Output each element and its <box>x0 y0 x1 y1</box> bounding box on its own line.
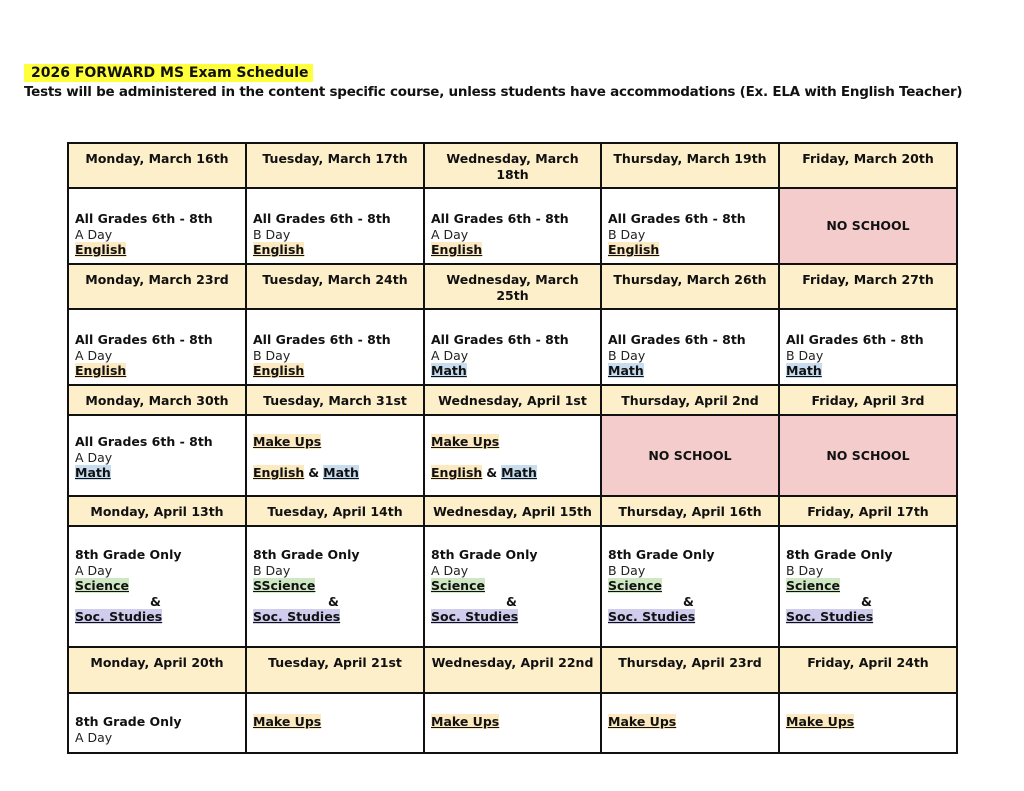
day-label: B Day <box>608 226 646 242</box>
exam-cell <box>601 309 779 385</box>
date-header: Wednesday, April 1st <box>424 385 601 415</box>
week-2-dates-row <box>68 264 957 309</box>
ampersand: & <box>861 593 872 609</box>
exam-cell <box>68 415 246 496</box>
grade-label: All Grades 6th - 8th <box>75 434 213 449</box>
day-label: A Day <box>431 347 469 363</box>
subject-social-studies: Soc. Studies <box>253 609 341 624</box>
subject-math: Math <box>323 464 359 480</box>
grade-label: 8th Grade Only <box>786 547 893 562</box>
grade-label: 8th Grade Only <box>75 547 182 562</box>
exam-cell <box>601 526 779 647</box>
exam-cell <box>424 309 601 385</box>
date-header: Tuesday, March 17th <box>246 143 424 188</box>
date-header: Wednesday, March 25th <box>424 264 601 309</box>
make-ups-label: Make Ups <box>253 714 322 729</box>
grade-label: 8th Grade Only <box>431 547 538 562</box>
grade-label: All Grades 6th - 8th <box>253 332 391 347</box>
makeup-cell <box>424 415 601 496</box>
subject-english: English <box>75 363 127 378</box>
grade-label: All Grades 6th - 8th <box>431 332 569 347</box>
subject-english: English <box>75 242 127 257</box>
exam-cell <box>246 526 424 647</box>
make-ups-label: Make Ups <box>431 714 500 729</box>
subject-social-studies: Soc. Studies <box>608 609 696 624</box>
makeup-cell <box>246 693 424 753</box>
exam-cell <box>424 526 601 647</box>
subject-math: Math <box>608 363 644 378</box>
week-1-exams-row <box>68 188 957 264</box>
day-label: A Day <box>75 347 113 363</box>
week-1-dates-row <box>68 143 957 188</box>
subject-math: Math <box>75 465 111 480</box>
day-label: A Day <box>431 562 469 578</box>
subject-english: English <box>431 242 483 257</box>
grade-label: All Grades 6th - 8th <box>608 211 746 226</box>
subject-english: English <box>253 464 305 480</box>
date-header: Monday, April 13th <box>68 496 246 526</box>
grade-label: 8th Grade Only <box>253 547 360 562</box>
date-header: Tuesday, March 24th <box>246 264 424 309</box>
subject-science: Science <box>608 578 662 593</box>
day-label: B Day <box>253 226 291 242</box>
make-ups-label: Make Ups <box>431 434 500 449</box>
grade-label: All Grades 6th - 8th <box>431 211 569 226</box>
week-3-exams-row <box>68 415 957 496</box>
subject-math: Math <box>501 464 537 480</box>
date-header: Thursday, April 2nd <box>601 385 779 415</box>
subject-english: English <box>253 363 305 378</box>
date-header: Monday, April 20th <box>68 647 246 693</box>
week-5-exams-row <box>68 693 957 753</box>
no-school-cell: NO SCHOOL <box>779 188 957 264</box>
week-2-exams-row <box>68 309 957 385</box>
subject-science: Science <box>431 578 485 593</box>
no-school-cell: NO SCHOOL <box>779 415 957 496</box>
grade-label: 8th Grade Only <box>75 714 182 729</box>
subject-english: English <box>608 242 660 257</box>
date-header: Wednesday, April 15th <box>424 496 601 526</box>
exam-cell <box>68 526 246 647</box>
date-header: Tuesday, April 21st <box>246 647 424 693</box>
exam-cell <box>68 309 246 385</box>
grade-label: All Grades 6th - 8th <box>608 332 746 347</box>
makeup-cell <box>779 693 957 753</box>
exam-cell <box>68 188 246 264</box>
day-label: B Day <box>786 347 824 363</box>
day-label: B Day <box>608 347 646 363</box>
exam-cell <box>779 526 957 647</box>
grade-label: All Grades 6th - 8th <box>75 332 213 347</box>
date-header: Thursday, March 19th <box>601 143 779 188</box>
grade-label: 8th Grade Only <box>608 547 715 562</box>
makeup-cell <box>246 415 424 496</box>
exam-cell <box>424 188 601 264</box>
ampersand: & <box>328 593 339 609</box>
exam-cell <box>601 188 779 264</box>
date-header: Friday, April 24th <box>779 647 957 693</box>
day-label: B Day <box>608 562 646 578</box>
date-header: Wednesday, April 22nd <box>424 647 601 693</box>
exam-cell <box>68 693 246 753</box>
date-header: Wednesday, March 18th <box>424 143 601 188</box>
week-3-dates-row <box>68 385 957 415</box>
no-school-cell: NO SCHOOL <box>601 415 779 496</box>
date-header: Friday, March 27th <box>779 264 957 309</box>
make-ups-label: Make Ups <box>608 714 677 729</box>
page-title: 2026 FORWARD MS Exam Schedule <box>24 64 313 82</box>
ampersand: & <box>683 593 694 609</box>
day-label: B Day <box>253 562 291 578</box>
day-label: B Day <box>253 347 291 363</box>
date-header: Friday, April 17th <box>779 496 957 526</box>
exam-cell <box>246 309 424 385</box>
subject-science: Science <box>786 578 840 593</box>
subject-social-studies: Soc. Studies <box>75 609 163 624</box>
subject-social-studies: Soc. Studies <box>786 609 874 624</box>
ampersand: & <box>506 593 517 609</box>
day-label: A Day <box>75 226 113 242</box>
ampersand: & <box>150 593 161 609</box>
subject-math: Math <box>431 363 467 378</box>
subject-science: Science <box>75 578 129 593</box>
grade-label: All Grades 6th - 8th <box>253 211 391 226</box>
date-header: Thursday, April 23rd <box>601 647 779 693</box>
makeup-cell <box>424 693 601 753</box>
make-ups-label: Make Ups <box>253 434 322 449</box>
make-ups-label: Make Ups <box>786 714 855 729</box>
subject-social-studies: Soc. Studies <box>431 609 519 624</box>
date-header: Tuesday, April 14th <box>246 496 424 526</box>
date-header: Thursday, April 16th <box>601 496 779 526</box>
makeup-cell <box>601 693 779 753</box>
exam-schedule-table <box>67 142 958 754</box>
exam-cell <box>779 309 957 385</box>
date-header: Monday, March 16th <box>68 143 246 188</box>
exam-cell <box>246 188 424 264</box>
grade-label: All Grades 6th - 8th <box>75 211 213 226</box>
page-subtitle: Tests will be administered in the content specific course, unless students have accommodations (Ex. ELA with English Teacher) <box>24 84 963 100</box>
subject-english: English <box>431 464 483 480</box>
ampersand: & <box>308 464 320 480</box>
subject-english: English <box>253 242 305 257</box>
week-4-dates-row <box>68 496 957 526</box>
date-header: Friday, March 20th <box>779 143 957 188</box>
subject-math: Math <box>786 363 822 378</box>
date-header: Thursday, March 26th <box>601 264 779 309</box>
week-4-exams-row <box>68 526 957 647</box>
date-header: Monday, March 30th <box>68 385 246 415</box>
day-label: A Day <box>75 729 113 745</box>
grade-label: All Grades 6th - 8th <box>786 332 924 347</box>
subject-science: SScience <box>253 578 316 593</box>
date-header: Monday, March 23rd <box>68 264 246 309</box>
day-label: B Day <box>786 562 824 578</box>
date-header: Friday, April 3rd <box>779 385 957 415</box>
date-header: Tuesday, March 31st <box>246 385 424 415</box>
day-label: A Day <box>75 449 113 465</box>
week-5-dates-row <box>68 647 957 693</box>
day-label: A Day <box>75 562 113 578</box>
ampersand: & <box>486 464 498 480</box>
day-label: A Day <box>431 226 469 242</box>
